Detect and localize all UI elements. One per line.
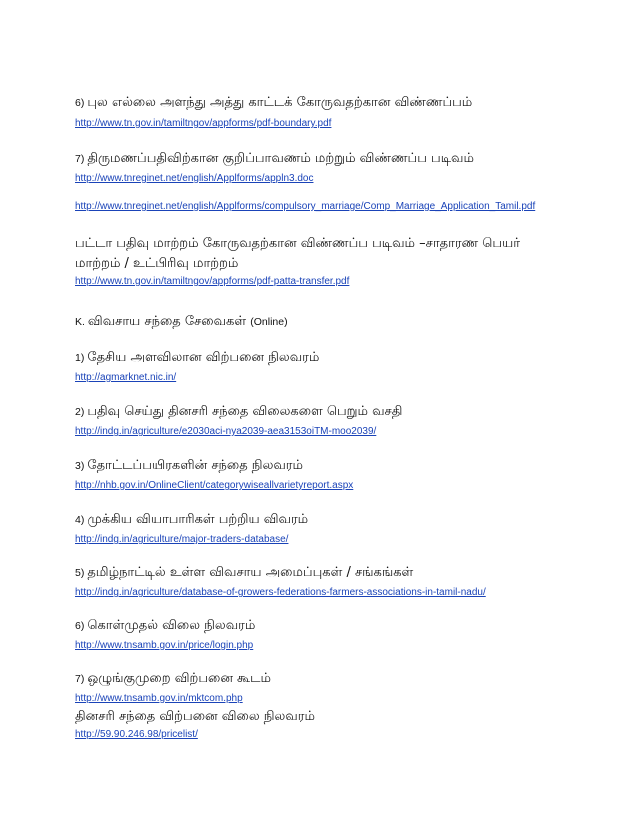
section-heading: 6) புல எல்லை அளந்து அத்து காட்டக் கோருவதற்கான விண்ணப்பம் — [75, 95, 473, 110]
section-k-heading: K. விவசாய சந்தை சேவைகள் (Online) — [75, 314, 288, 329]
item-heading: 5) தமிழ்நாட்டில் உள்ள விவசாய அமைப்புகள் / சங்கங்கள் — [75, 565, 414, 580]
item-subheading: தினசரி சந்தை விற்பனை விலை நிலவரம் — [75, 709, 315, 724]
list-item — [75, 618, 575, 653]
list-item — [75, 671, 575, 742]
item-heading: 4) முக்கிய வியாபாரிகள் பற்றிய விவரம் — [75, 512, 309, 527]
item-heading: 6) கொள்முதல் விலை நிலவரம் — [75, 618, 256, 633]
section-k — [75, 314, 575, 330]
item-link[interactable]: http://agmarknet.nic.in/ — [75, 372, 177, 383]
list-item — [75, 512, 575, 547]
section-marriage — [75, 151, 575, 214]
list-item — [75, 350, 575, 385]
list-item — [75, 565, 575, 600]
list-item — [75, 404, 575, 439]
section-heading: பட்டா பதிவு மாற்றம் கோருவதற்கான விண்ணப்ப படிவம் –சாதாரண பெயர் — [75, 236, 521, 251]
item-heading: 3) தோட்டப்பயிரகளின் சந்தை நிலவரம் — [75, 458, 303, 473]
item-link[interactable]: http://indg.in/agriculture/major-traders-database/ — [75, 534, 289, 545]
patta-link[interactable]: http://www.tn.gov.in/tamiltngov/appforms/pdf-patta-transfer.pdf — [75, 276, 350, 287]
item-link[interactable]: http://indg.in/agriculture/e2030aci-nya2039-aea3153oiTM-moo2039/ — [75, 426, 377, 437]
item-heading: 1) தேசிய அளவிலான விற்பனை நிலவரம் — [75, 350, 320, 365]
section-heading: 7) திருமணப்பதிவிற்கான குறிப்பாவணம் மற்றும் விண்ணப்ப படிவம் — [75, 151, 474, 166]
item-link[interactable]: http://www.tnsamb.gov.in/mktcom.php — [75, 693, 243, 704]
item-link-secondary[interactable]: http://59.90.246.98/pricelist/ — [75, 729, 198, 740]
list-item — [75, 458, 575, 493]
item-heading: 2) பதிவு செய்து தினசரி சந்தை விலைகளை பெறும் வசதி — [75, 404, 403, 419]
section-boundary — [75, 95, 575, 131]
marriage-doc-link[interactable]: http://www.tnreginet.net/english/Applforms/appln3.doc — [75, 173, 314, 184]
section-patta — [75, 234, 575, 289]
marriage-pdf-link[interactable]: http://www.tnreginet.net/english/Applforms/compulsory_marriage/Comp_Marriage_Application_Tamil.pdf — [75, 201, 536, 212]
item-heading: 7) ஒழுங்குமுறை விற்பனை கூடம் — [75, 671, 271, 686]
item-link[interactable]: http://indg.in/agriculture/database-of-growers-federations-farmers-associations-in-tamil-nadu/ — [75, 587, 486, 598]
item-link[interactable]: http://nhb.gov.in/OnlineClient/categorywiseallvarietyreport.aspx — [75, 480, 354, 491]
section-heading-continued: மாற்றம் / உட்பிரிவு மாற்றம் — [75, 256, 239, 271]
boundary-link[interactable]: http://www.tn.gov.in/tamiltngov/appforms/pdf-boundary.pdf — [75, 118, 332, 129]
item-link[interactable]: http://www.tnsamb.gov.in/price/login.php — [75, 640, 254, 651]
